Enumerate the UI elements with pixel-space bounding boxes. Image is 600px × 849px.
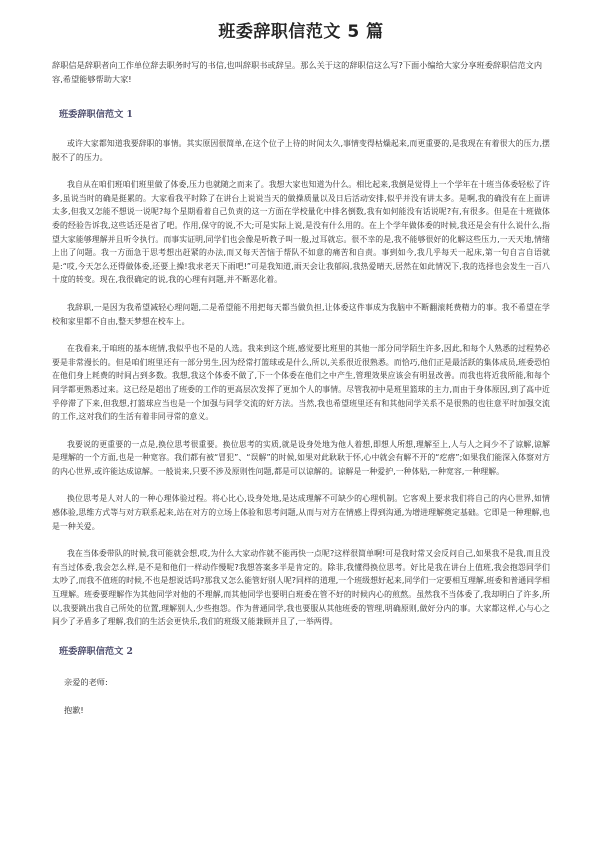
document-title: 班委辞职信范文 5 篇 xyxy=(218,22,384,42)
intro-paragraph: 辞职信是辞职者向工作单位辞去职务时写的书信,也叫辞职书或辞呈。那么关于这的辞职信这么写?下面小编给大家分享班委辞职信范文内容,希望能够帮助大家! xyxy=(52,60,543,84)
section-1-paragraph-2: 我自从在咱们班咱们班里做了体委,压力也就随之而来了。我想大家也知道为什么。相比起来,我倒是觉得上一个学年在十班当体委轻松了许多,虽说当时的确是挺累的。大家看我平时除了在讲台上说说当天的做操质量以及日后活动安排,似乎并没有讲太多。是啊,我的确没有在上面讲太多,但我又怎能不想说一说呢?每个星期看着自己负责的这一方面在学校量化中排名倒数,我有如何能没有话说呢?有,有很多。但是在十班做体委的经验告诉我,这些话还是省了吧。作用,保守的说,不大;可是实际上说,是没有什么用的。在上个学年做体委的时候,我还是会有什么说什么,指望大家能够理解并且听令执行。而事实证明,同学们也会像是听教子叫一般,过耳就忘。很不幸的是,我不能够很好的化解这些压力,一天天地,情绪上出了问题。我一方面急于思考想出赶紧的办法,而又每天苦恼于帮队不如意的痛苦和自责。事到如今,我几乎每天一起床,第一句自言自语就是:“哎,今天怎么还得做体委,还要上操!我求老天下雨吧!”可是我知道,雨天会让我郁闷,我热爱晴天,居然在如此情况下,我的选择也会发生一百八十度的转变。现在,我很确定的说,我的心理有问题,并不断恶化着。 xyxy=(52,180,550,285)
section-1-paragraph-5: 我要说的更重要的一点是,换位思考很重要。换位思考的实质,就是设身处地为他人着想,即想人所想,理解至上,人与人之间少不了谅解,谅解是理解的一个方面,也是一种宽容。我们都有被“冒犯”、“误解”的时候,如果对此耿耿于怀,心中就会有解不开的“疙瘩”;如果我们能深入体察对方的内心世界,或许能达成谅解。一般说来,只要不涉及原则性问题,都是可以谅解的。谅解是一种爱护,一种体贴,一种宽容,一种理解。 xyxy=(52,439,550,476)
section-1-paragraph-6: 换位思考是人对人的一种心理体验过程。将心比心,设身处地,是达成理解不可缺少的心理机制。它客观上要求我们将自己的内心世界,如情感体验,思维方式等与对方联系起来,站在对方的立场上体验和思考问题,从而与对方在情感上得到沟通,为增进理解奠定基础。它即是一种理解,也是一种关爱。 xyxy=(52,494,550,531)
section-1-paragraph-7: 我在当体委带队的时候,我可能就会想,哎,为什么大家动作就不能再快一点呢?这样很简单啊!可是我时常又会反问自己,如果我不是我,而且没有当过体委,我会怎么样,是不是和他们一样动作慢呢?我想答案多半是肯定的。除非,我懂得换位思考。好比是我在讲台上值班,我会抱怨同学们太吵了,而我不值班的时候,不也是想说话吗?那我又怎么能管好别人呢?同样的道理,一个班级想好起来,同学们一定要相互理解,班委和普通同学相互理解。班委要理解作为其他同学对他的不理解,而其他同学也要明白班委在管不好的时候内心的煎熬。虽然我不当体委了,我却明白了许多,所以,我要跳出我自己所处的位置,理解别人,少些抱怨。作为普通同学,我也要服从其他班委的管理,明确原则,做好分内的事。大家都这样,心与心之间少了矛盾多了理解,我们的生活会更快乐,我们的班级又能兼顾并且了,一举两得。 xyxy=(52,549,550,627)
letter-salutation: 亲爱的老师: xyxy=(64,676,108,687)
section-1-paragraph-1: 或许大家都知道我要辞职的事情。其实原因很简单,在这个位子上待的时间太久,事情变得枯燥起来,而更重要的,是我现在有着很大的压力,摆脱不了的压力。 xyxy=(52,139,550,162)
section-heading-2: 班委辞职信范文 2 xyxy=(59,645,133,657)
letter-closing: 抱歉! xyxy=(64,704,84,715)
section-heading-1: 班委辞职信范文 1 xyxy=(59,109,133,120)
section-1-paragraph-3: 我辞职,一是因为我希望减轻心理问题,二是希望能不用把每天都当做负担,让体委这件事成为我脑中不断翻滚耗费精力的事。我不希望在学校和家里都不自由,整天梦想在校车上。 xyxy=(52,302,550,326)
section-1-paragraph-4: 在我看来,于咱班的基本班情,我似乎也不是的人选。我来到这个班,感觉要比班里的其他一部分同学陌生许多,因此,和每个人熟悉的过程势必要是非常漫长的。但是咱们班里还有一部分男生,因为经常打篮球或是什么,所以,关系很近很熟悉。而恰巧,他们正是最活跃的集体成员,班委恐怕在他们身上耗费的时间占到多数。我想,我这个体委不做了,下一个体委在他们之中产生,管理效果应该会有明显改善。而我也将近我所能,和每个同学都更熟悉过来。这已经是超出了班委的工作的更高层次发挥了更加个人的事情。尽管我初中是班里篮球的主力,而由于身体原因,到了高中近乎停滞了下来,但我想,打篮球应当也是一个加强与同学交流的好方法。当然,我也希望班里还有和其他同学关系不是很熟的也往意平时加强交流的工作,这对我们的生活有着非同寻常的意义。 xyxy=(52,344,550,422)
